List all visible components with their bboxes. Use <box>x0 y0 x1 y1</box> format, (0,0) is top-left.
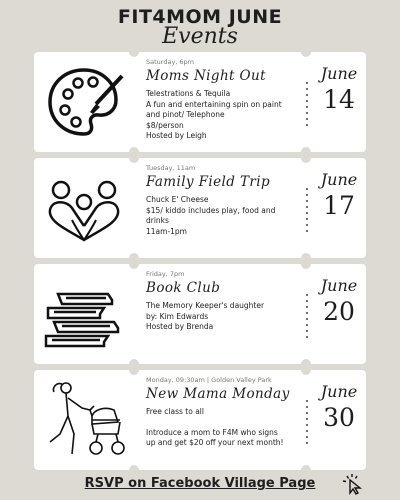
event-card <box>34 370 366 470</box>
event-month: June <box>320 276 358 295</box>
event-card <box>34 264 366 364</box>
book-stack-icon <box>38 270 130 358</box>
rsvp-footer <box>0 476 400 491</box>
event-month: June <box>320 170 358 189</box>
paint-palette-icon <box>38 58 130 146</box>
event-name: Family Field Trip <box>146 174 270 190</box>
event-date <box>312 170 366 220</box>
dotted-divider <box>306 80 308 126</box>
event-date <box>312 276 366 326</box>
event-day: 17 <box>323 191 355 220</box>
dotted-divider <box>306 292 308 338</box>
event-month: June <box>320 64 358 83</box>
event-day: 30 <box>323 403 355 432</box>
event-time: Saturday, 6pm <box>146 58 195 66</box>
page-subtitle: Events <box>162 24 238 49</box>
event-card <box>34 52 366 152</box>
dotted-divider <box>306 186 308 232</box>
event-date <box>312 382 366 432</box>
event-description: The Memory Keeper's daughter by: Kim Edwards Hosted by Brenda <box>146 301 265 331</box>
event-time: Friday, 7pm <box>146 270 185 278</box>
family-hearts-icon <box>38 164 130 252</box>
rsvp-link[interactable]: RSVP on Facebook Village Page <box>84 476 316 491</box>
mom-stroller-icon <box>38 376 130 464</box>
event-time: Monday, 09:30am | Golden Valley Park <box>146 376 272 384</box>
event-description: Chuck E' Cheese $15/ kiddo includes play, food and drinks 11am-1pm <box>146 195 276 236</box>
event-day: 20 <box>323 297 355 326</box>
event-card <box>34 158 366 258</box>
event-name: New Mama Monday <box>146 386 290 402</box>
event-day: 14 <box>323 85 355 114</box>
event-name: Moms Night Out <box>146 68 266 84</box>
click-cursor-icon <box>341 473 365 495</box>
event-date <box>312 64 366 114</box>
event-time: Tuesday, 11am <box>146 164 196 172</box>
event-description: Telestrations & Tequila A fun and entertaining spin on paint and pinot/ Telephone $8/person Hosted by Leigh <box>146 89 282 140</box>
event-month: June <box>320 382 358 401</box>
event-name: Book Club <box>146 280 221 296</box>
dotted-divider <box>306 398 308 444</box>
page-title: FIT4MOM JUNE <box>117 6 283 28</box>
event-description: Free class to all Introduce a mom to F4M who signs up and get $20 off your next month! <box>146 407 284 447</box>
